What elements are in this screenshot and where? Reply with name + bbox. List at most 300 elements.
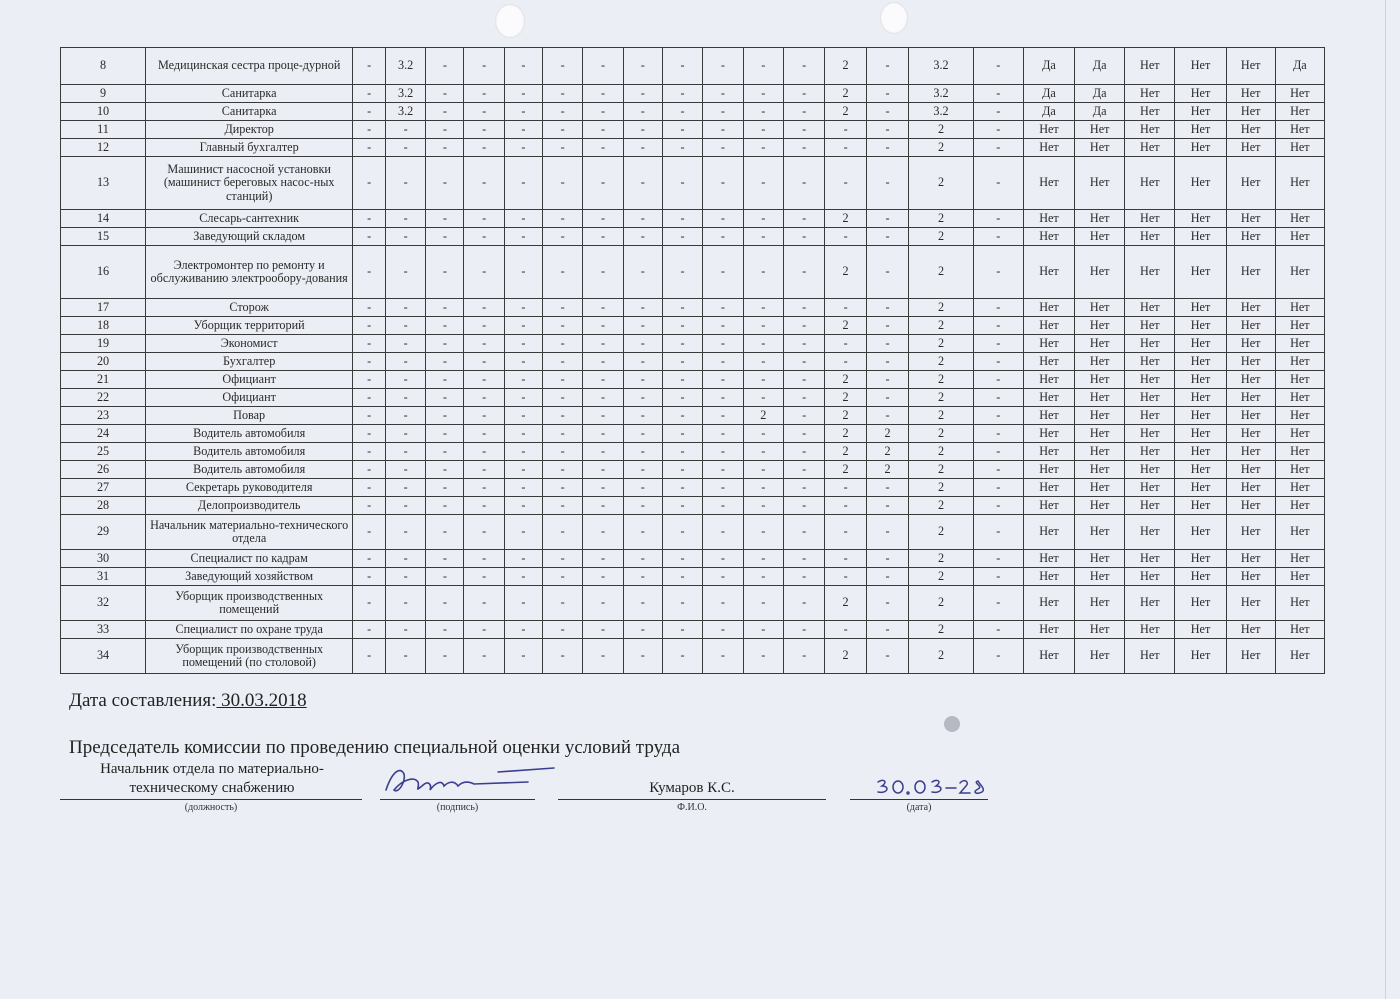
table-cell: Нет (1275, 85, 1324, 103)
table-cell: Нет (1226, 425, 1275, 443)
position-name: Электромонтер по ремонту и обслуживанию электрообору-дования (146, 246, 353, 299)
table-cell: Нет (1175, 461, 1226, 479)
table-row (61, 479, 1325, 497)
table-cell: - (866, 621, 909, 639)
table-cell: Нет (1023, 639, 1074, 674)
table-cell: - (866, 550, 909, 568)
table-cell: - (504, 586, 542, 621)
table-cell: - (973, 550, 1023, 568)
table-cell: - (542, 425, 582, 443)
table-cell: - (743, 103, 783, 121)
table-cell: - (783, 371, 824, 389)
table-cell: - (385, 586, 425, 621)
table-cell: Нет (1275, 139, 1324, 157)
table-cell: 2 (909, 157, 973, 210)
table-cell: - (973, 246, 1023, 299)
table-cell: - (353, 317, 386, 335)
table-cell: - (464, 389, 504, 407)
table-cell: - (504, 103, 542, 121)
table-cell: - (743, 371, 783, 389)
table-cell: Нет (1075, 121, 1125, 139)
table-cell: - (973, 443, 1023, 461)
table-cell: - (825, 353, 866, 371)
table-cell: - (426, 139, 464, 157)
table-cell: - (743, 497, 783, 515)
table-cell: - (662, 353, 702, 371)
table-cell: Нет (1275, 639, 1324, 674)
table-cell: - (783, 299, 824, 317)
table-cell: Нет (1125, 103, 1175, 121)
table-cell: - (623, 425, 662, 443)
position-name: Специалист по кадрам (146, 550, 353, 568)
table-cell: Нет (1175, 389, 1226, 407)
table-cell: - (866, 299, 909, 317)
table-cell: Нет (1125, 568, 1175, 586)
table-cell: Нет (1075, 461, 1125, 479)
table-body (61, 48, 1325, 674)
table-cell: Да (1023, 103, 1074, 121)
table-cell: Нет (1226, 317, 1275, 335)
table-cell: Нет (1075, 568, 1125, 586)
table-cell: 2 (909, 621, 973, 639)
table-cell: Нет (1125, 210, 1175, 228)
table-cell: - (426, 586, 464, 621)
table-cell: - (743, 85, 783, 103)
table-cell: Нет (1125, 443, 1175, 461)
row-number: 33 (61, 621, 146, 639)
table-cell: Нет (1226, 139, 1275, 157)
table-cell: - (426, 157, 464, 210)
table-cell: - (353, 299, 386, 317)
punch-hole-left (495, 4, 525, 38)
table-cell: 2 (825, 586, 866, 621)
table-cell: Нет (1175, 515, 1226, 550)
position-name: Экономист (146, 335, 353, 353)
table-cell: - (662, 586, 702, 621)
row-number: 32 (61, 586, 146, 621)
table-cell: - (583, 48, 623, 85)
table-cell: Нет (1023, 621, 1074, 639)
table-cell: - (426, 621, 464, 639)
table-cell: - (464, 157, 504, 210)
row-number: 19 (61, 335, 146, 353)
table-cell: - (623, 48, 662, 85)
row-number: 24 (61, 425, 146, 443)
table-cell: - (703, 48, 743, 85)
table-cell: Нет (1075, 228, 1125, 246)
row-number: 13 (61, 157, 146, 210)
table-cell: - (623, 461, 662, 479)
stain-mark (944, 716, 960, 732)
table-cell: - (464, 299, 504, 317)
position-name: Водитель автомобиля (146, 425, 353, 443)
table-cell: - (583, 479, 623, 497)
position-name: Делопроизводитель (146, 497, 353, 515)
table-cell: - (623, 515, 662, 550)
table-cell: - (703, 335, 743, 353)
table-cell: - (385, 550, 425, 568)
table-cell: - (542, 443, 582, 461)
table-cell: - (353, 639, 386, 674)
table-cell: - (426, 425, 464, 443)
table-cell: 3.2 (385, 48, 425, 85)
table-row (61, 461, 1325, 479)
row-number: 23 (61, 407, 146, 425)
table-cell: Нет (1226, 407, 1275, 425)
table-cell: Нет (1075, 139, 1125, 157)
table-cell: - (866, 568, 909, 586)
table-cell: - (353, 497, 386, 515)
table-row (61, 228, 1325, 246)
row-number: 17 (61, 299, 146, 317)
table-cell: - (703, 353, 743, 371)
assessment-table (60, 47, 1325, 674)
table-cell: Нет (1226, 443, 1275, 461)
table-cell: - (866, 246, 909, 299)
table-cell: Нет (1023, 157, 1074, 210)
chair-name: Кумаров К.С. (649, 780, 735, 796)
table-cell: - (542, 407, 582, 425)
table-row (61, 497, 1325, 515)
table-cell: - (743, 425, 783, 443)
table-cell: Нет (1275, 317, 1324, 335)
table-row (61, 443, 1325, 461)
table-cell: - (973, 479, 1023, 497)
table-cell: - (385, 371, 425, 389)
position-name: Начальник материально-технического отдела (146, 515, 353, 550)
table-cell: 2 (909, 139, 973, 157)
table-cell: - (662, 550, 702, 568)
table-cell: - (426, 515, 464, 550)
row-number: 21 (61, 371, 146, 389)
table-cell: - (866, 157, 909, 210)
table-cell: - (662, 299, 702, 317)
table-cell: 2 (825, 317, 866, 335)
table-cell: - (464, 228, 504, 246)
table-cell: - (703, 317, 743, 335)
row-number: 16 (61, 246, 146, 299)
table-cell: - (583, 246, 623, 299)
name-caption: Ф.И.О. (677, 802, 707, 813)
table-cell: - (783, 157, 824, 210)
table-cell: - (973, 461, 1023, 479)
table-cell: 2 (909, 299, 973, 317)
table-cell: Нет (1075, 335, 1125, 353)
table-cell: - (583, 335, 623, 353)
table-row (61, 85, 1325, 103)
table-cell: - (464, 479, 504, 497)
table-cell: - (973, 335, 1023, 353)
table-cell: - (385, 425, 425, 443)
table-cell: - (623, 586, 662, 621)
table-cell: - (703, 85, 743, 103)
table-cell: - (426, 299, 464, 317)
table-cell: - (783, 479, 824, 497)
table-cell: - (783, 85, 824, 103)
table-cell: - (662, 228, 702, 246)
table-cell: - (464, 425, 504, 443)
table-cell: - (385, 157, 425, 210)
table-cell: Нет (1125, 621, 1175, 639)
table-cell: Нет (1175, 568, 1226, 586)
table-cell: - (703, 550, 743, 568)
table-cell: - (583, 639, 623, 674)
table-cell: - (353, 210, 386, 228)
table-cell: - (973, 157, 1023, 210)
table-cell: - (504, 639, 542, 674)
table-cell: - (464, 371, 504, 389)
table-cell: - (662, 246, 702, 299)
table-cell: Нет (1175, 335, 1226, 353)
table-cell: - (662, 443, 702, 461)
table-cell: Нет (1275, 407, 1324, 425)
table-cell: 2 (825, 407, 866, 425)
table-cell: - (866, 479, 909, 497)
table-cell: - (783, 139, 824, 157)
table-cell: - (743, 157, 783, 210)
table-cell: - (385, 121, 425, 139)
handwritten-date (872, 776, 992, 800)
date-label: Дата составления: (69, 690, 217, 711)
table-cell: - (426, 353, 464, 371)
table-cell: - (973, 228, 1023, 246)
table-cell: - (542, 550, 582, 568)
table-cell: - (542, 335, 582, 353)
table-cell: Нет (1075, 443, 1125, 461)
table-cell: - (783, 407, 824, 425)
table-cell: - (973, 299, 1023, 317)
table-cell: - (583, 317, 623, 335)
table-cell: - (385, 335, 425, 353)
table-cell: Нет (1226, 479, 1275, 497)
table-cell: - (426, 497, 464, 515)
table-cell: Нет (1175, 210, 1226, 228)
table-cell: 2 (825, 371, 866, 389)
position-name: Медицинская сестра проце-дурной (146, 48, 353, 85)
table-cell: Да (1275, 48, 1324, 85)
table-row (61, 621, 1325, 639)
table-cell: - (583, 568, 623, 586)
table-cell: 3.2 (909, 85, 973, 103)
table-cell: - (825, 139, 866, 157)
table-cell: Нет (1125, 48, 1175, 85)
table-cell: Нет (1175, 425, 1226, 443)
table-cell: Нет (1075, 497, 1125, 515)
table-cell: - (703, 210, 743, 228)
table-cell: - (866, 497, 909, 515)
table-cell: - (464, 103, 504, 121)
table-cell: Нет (1275, 371, 1324, 389)
table-cell: Нет (1075, 210, 1125, 228)
table-cell: - (583, 515, 623, 550)
table-cell: - (973, 407, 1023, 425)
table-cell: 2 (909, 121, 973, 139)
table-cell: - (385, 299, 425, 317)
table-cell: - (623, 335, 662, 353)
table-cell: - (973, 497, 1023, 515)
table-cell: - (623, 371, 662, 389)
table-cell: 2 (825, 246, 866, 299)
date-line (850, 799, 988, 800)
table-cell: Нет (1226, 228, 1275, 246)
table-cell: Нет (1125, 639, 1175, 674)
table-cell: 2 (825, 48, 866, 85)
table-cell: 2 (866, 461, 909, 479)
table-cell: - (866, 103, 909, 121)
table-cell: Нет (1175, 550, 1226, 568)
table-cell: - (825, 479, 866, 497)
table-cell: - (542, 317, 582, 335)
signature-line (380, 799, 535, 800)
table-cell: Нет (1275, 586, 1324, 621)
table-cell: - (973, 317, 1023, 335)
table-cell: - (504, 335, 542, 353)
table-cell: - (583, 85, 623, 103)
table-cell: - (662, 317, 702, 335)
page-edge-right (1385, 0, 1386, 999)
table-cell: - (426, 479, 464, 497)
table-cell: Нет (1023, 586, 1074, 621)
table-cell: - (743, 461, 783, 479)
table-cell: Нет (1125, 461, 1175, 479)
table-cell: - (783, 497, 824, 515)
table-cell: Нет (1275, 335, 1324, 353)
table-cell: - (825, 335, 866, 353)
table-cell: 3.2 (385, 103, 425, 121)
table-cell: 2 (743, 407, 783, 425)
table-cell: Нет (1226, 210, 1275, 228)
row-number: 18 (61, 317, 146, 335)
table-cell: - (743, 639, 783, 674)
table-cell: 2 (909, 425, 973, 443)
table-cell: 2 (909, 246, 973, 299)
table-cell: Нет (1275, 425, 1324, 443)
table-cell: - (583, 299, 623, 317)
table-cell: - (866, 586, 909, 621)
table-cell: Нет (1226, 353, 1275, 371)
table-cell: - (703, 246, 743, 299)
table-cell: - (464, 515, 504, 550)
table-cell: - (426, 246, 464, 299)
table-cell: - (866, 335, 909, 353)
table-cell: - (703, 479, 743, 497)
table-cell: - (662, 335, 702, 353)
table-cell: - (464, 568, 504, 586)
table-cell: Нет (1125, 497, 1175, 515)
table-cell: - (866, 228, 909, 246)
table-cell: 2 (909, 371, 973, 389)
table-cell: - (385, 407, 425, 425)
table-cell: 3.2 (385, 85, 425, 103)
table-cell: - (825, 228, 866, 246)
table-cell: - (504, 389, 542, 407)
table-cell: - (783, 550, 824, 568)
row-number: 8 (61, 48, 146, 85)
table-cell: - (464, 353, 504, 371)
table-cell: Нет (1275, 550, 1324, 568)
table-cell: 2 (825, 639, 866, 674)
table-cell: - (783, 228, 824, 246)
table-cell: Нет (1125, 389, 1175, 407)
table-cell: - (504, 157, 542, 210)
table-cell: - (542, 48, 582, 85)
table-cell: - (504, 121, 542, 139)
table-cell: 2 (909, 210, 973, 228)
table-cell: - (703, 461, 743, 479)
row-number: 15 (61, 228, 146, 246)
table-cell: - (825, 157, 866, 210)
table-cell: - (504, 48, 542, 85)
table-row (61, 353, 1325, 371)
table-cell: - (783, 103, 824, 121)
table-cell: - (662, 389, 702, 407)
table-cell: - (623, 443, 662, 461)
table-cell: - (703, 515, 743, 550)
table-row (61, 210, 1325, 228)
table-cell: - (743, 317, 783, 335)
row-number: 14 (61, 210, 146, 228)
table-cell: Нет (1023, 299, 1074, 317)
table-cell: Да (1075, 85, 1125, 103)
table-cell: - (542, 353, 582, 371)
position-name: Сторож (146, 299, 353, 317)
table-cell: - (353, 157, 386, 210)
table-cell: - (353, 389, 386, 407)
table-cell: 2 (909, 407, 973, 425)
table-cell: - (426, 210, 464, 228)
table-cell: - (426, 389, 464, 407)
table-cell: - (583, 139, 623, 157)
table-cell: 3.2 (909, 48, 973, 85)
table-cell: - (623, 639, 662, 674)
table-row (61, 139, 1325, 157)
row-number: 31 (61, 568, 146, 586)
table-cell: - (623, 228, 662, 246)
table-cell: - (426, 85, 464, 103)
table-cell: - (542, 568, 582, 586)
table-row (61, 48, 1325, 85)
table-cell: - (866, 407, 909, 425)
table-cell: Нет (1125, 228, 1175, 246)
table-cell: Нет (1175, 157, 1226, 210)
table-cell: Нет (1075, 371, 1125, 389)
table-cell: - (542, 157, 582, 210)
table-cell: - (426, 550, 464, 568)
row-number: 29 (61, 515, 146, 550)
table-cell: - (542, 461, 582, 479)
table-cell: Нет (1226, 85, 1275, 103)
table-cell: Нет (1125, 586, 1175, 621)
table-cell: Нет (1125, 550, 1175, 568)
table-cell: - (464, 461, 504, 479)
table-cell: Нет (1075, 353, 1125, 371)
table-cell: - (542, 85, 582, 103)
table-cell: Нет (1125, 407, 1175, 425)
table-cell: Нет (1175, 246, 1226, 299)
table-cell: - (385, 621, 425, 639)
table-cell: - (426, 443, 464, 461)
table-cell: - (583, 210, 623, 228)
table-cell: - (623, 479, 662, 497)
table-cell: Нет (1125, 515, 1175, 550)
table-cell: Нет (1226, 461, 1275, 479)
table-cell: - (866, 353, 909, 371)
table-cell: - (464, 139, 504, 157)
position-name: Секретарь руководителя (146, 479, 353, 497)
table-cell: - (542, 389, 582, 407)
table-cell: Нет (1023, 371, 1074, 389)
table-cell: - (353, 407, 386, 425)
